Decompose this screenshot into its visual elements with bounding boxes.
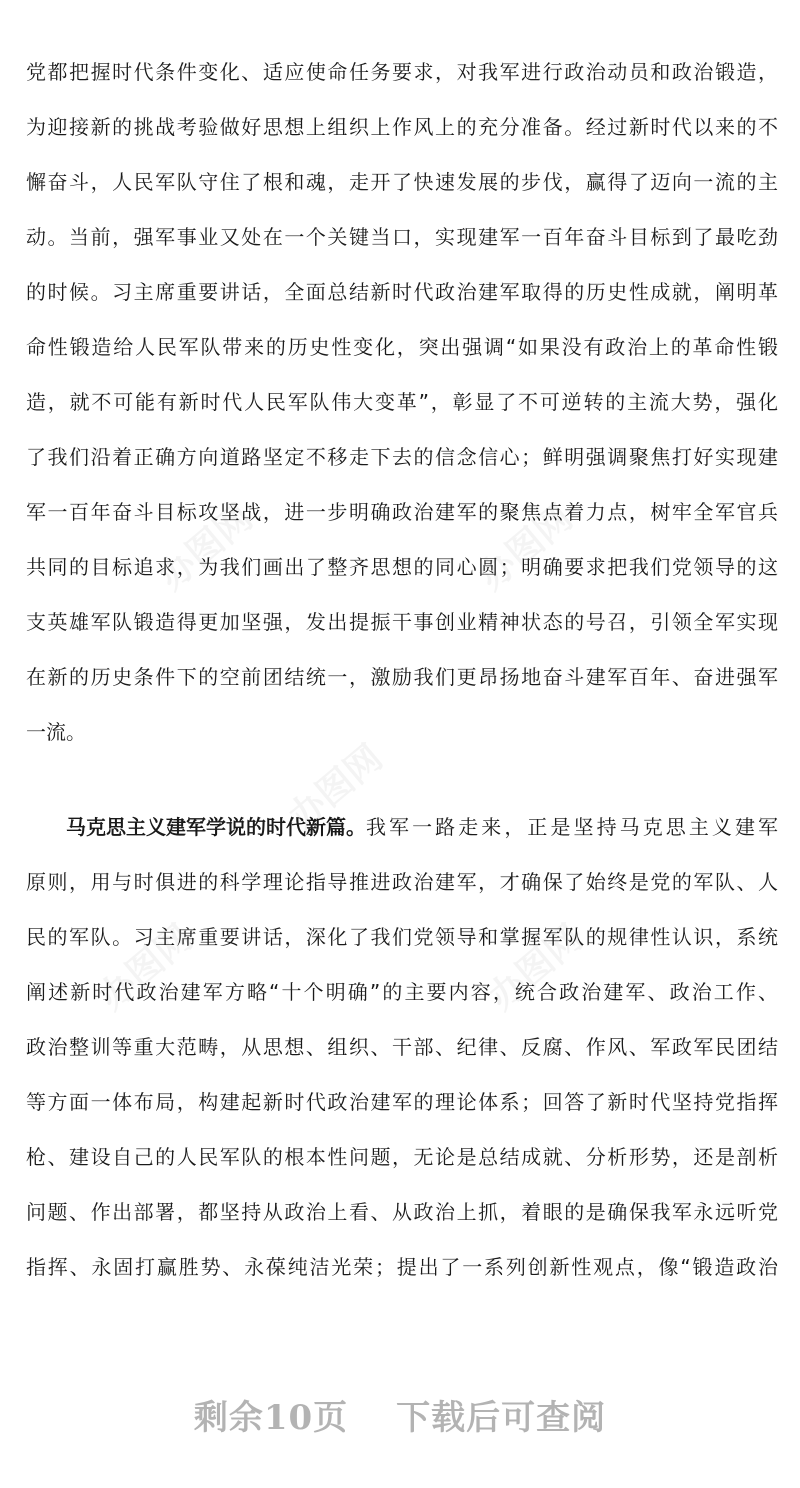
text-line: 民的军队。习主席重要讲话，深化了我们党领导和掌握军队的规律性认识，系统 [26,925,778,949]
text-line: 了我们沿着正确方向道路坚定不移走下去的信念信心；鲜明强调聚焦打好实现建 [26,445,778,469]
text-line: 造，就不可能有新时代人民军队伟大变革”，彰显了不可逆转的主流大势，强化 [26,390,778,414]
text-line: 懈奋斗，人民军队守住了根和魂，走开了快速发展的步伐，赢得了迈向一流的主 [26,170,778,194]
text-line: 枪、建设自己的人民军队的根本性问题，无论是总结成就、分析形势，还是剖析 [26,1145,778,1169]
text-line: 军一百年奋斗目标攻坚战，进一步明确政治建军的聚焦点着力点，树牢全军官兵 [26,500,778,524]
remaining-pages-label: 剩余10页 [193,1398,349,1438]
watermark: 办图网 [281,737,391,839]
text-line: 阐述新时代政治建军方略“十个明确”的主要内容，统合政治建军、政治工作、 [26,980,778,1004]
text-line: 政治整训等重大范畴，从思想、组织、干部、纪律、反腐、作风、军政军民团结 [26,1035,778,1059]
text-line: 党都把握时代条件变化、适应使命任务要求，对我军进行政治动员和政治锻造， [26,60,778,84]
download-to-view-label[interactable]: 下载后可查阅 [396,1398,607,1438]
text-line: 等方面一体布局，构建起新时代政治建军的理论体系；回答了新时代坚持党指挥 [26,1090,778,1114]
text-line: 原则，用与时俱进的科学理论指导推进政治建军，才确保了始终是党的军队、人 [26,870,778,894]
text-span: 我军一路走来，正是坚持马克思主义建军 [366,815,778,839]
text-line: 一流。 [26,720,86,744]
watermark: 办图网 [471,497,581,599]
text-line: 动。当前，强军事业又处在一个关键当口，实现建军一百年奋斗目标到了最吃劲 [26,225,778,249]
text-line: 问题、作出部署，都坚持从政治上看、从政治上抓，着眼的是确保我军永远听党 [26,1200,778,1224]
watermark: 办图网 [91,917,201,1019]
paragraph-2-first-line [66,812,778,842]
text-line: 支英雄军队锻造得更加坚强，发出提振干事创业精神状态的号召，引领全军实现 [26,610,778,634]
text-line: 的时候。习主席重要讲话，全面总结新时代政治建军取得的历史性成就，阐明革 [26,280,778,304]
watermark: 办图网 [151,497,261,599]
text-line: 共同的目标追求，为我们画出了整齐思想的同心圆；明确要求把我们党领导的这 [26,555,778,579]
text-line: 命性锻造给人民军队带来的历史性变化，突出强调“如果没有政治上的革命性锻 [26,335,778,359]
section-heading: 马克思主义建军学说的时代新篇。 [66,815,366,839]
download-prompt-banner[interactable] [0,1390,800,1439]
text-line: 为迎接新的挑战考验做好思想上组织上作风上的充分准备。经过新时代以来的不 [26,115,778,139]
text-line: 在新的历史条件下的空前团结统一，激励我们更昂扬地奋斗建军百年、奋进强军 [26,665,778,689]
watermark: 办图网 [481,917,591,1019]
text-line: 指挥、永固打赢胜势、永葆纯洁光荣；提出了一系列创新性观点，像“锻造政治 [26,1255,778,1279]
